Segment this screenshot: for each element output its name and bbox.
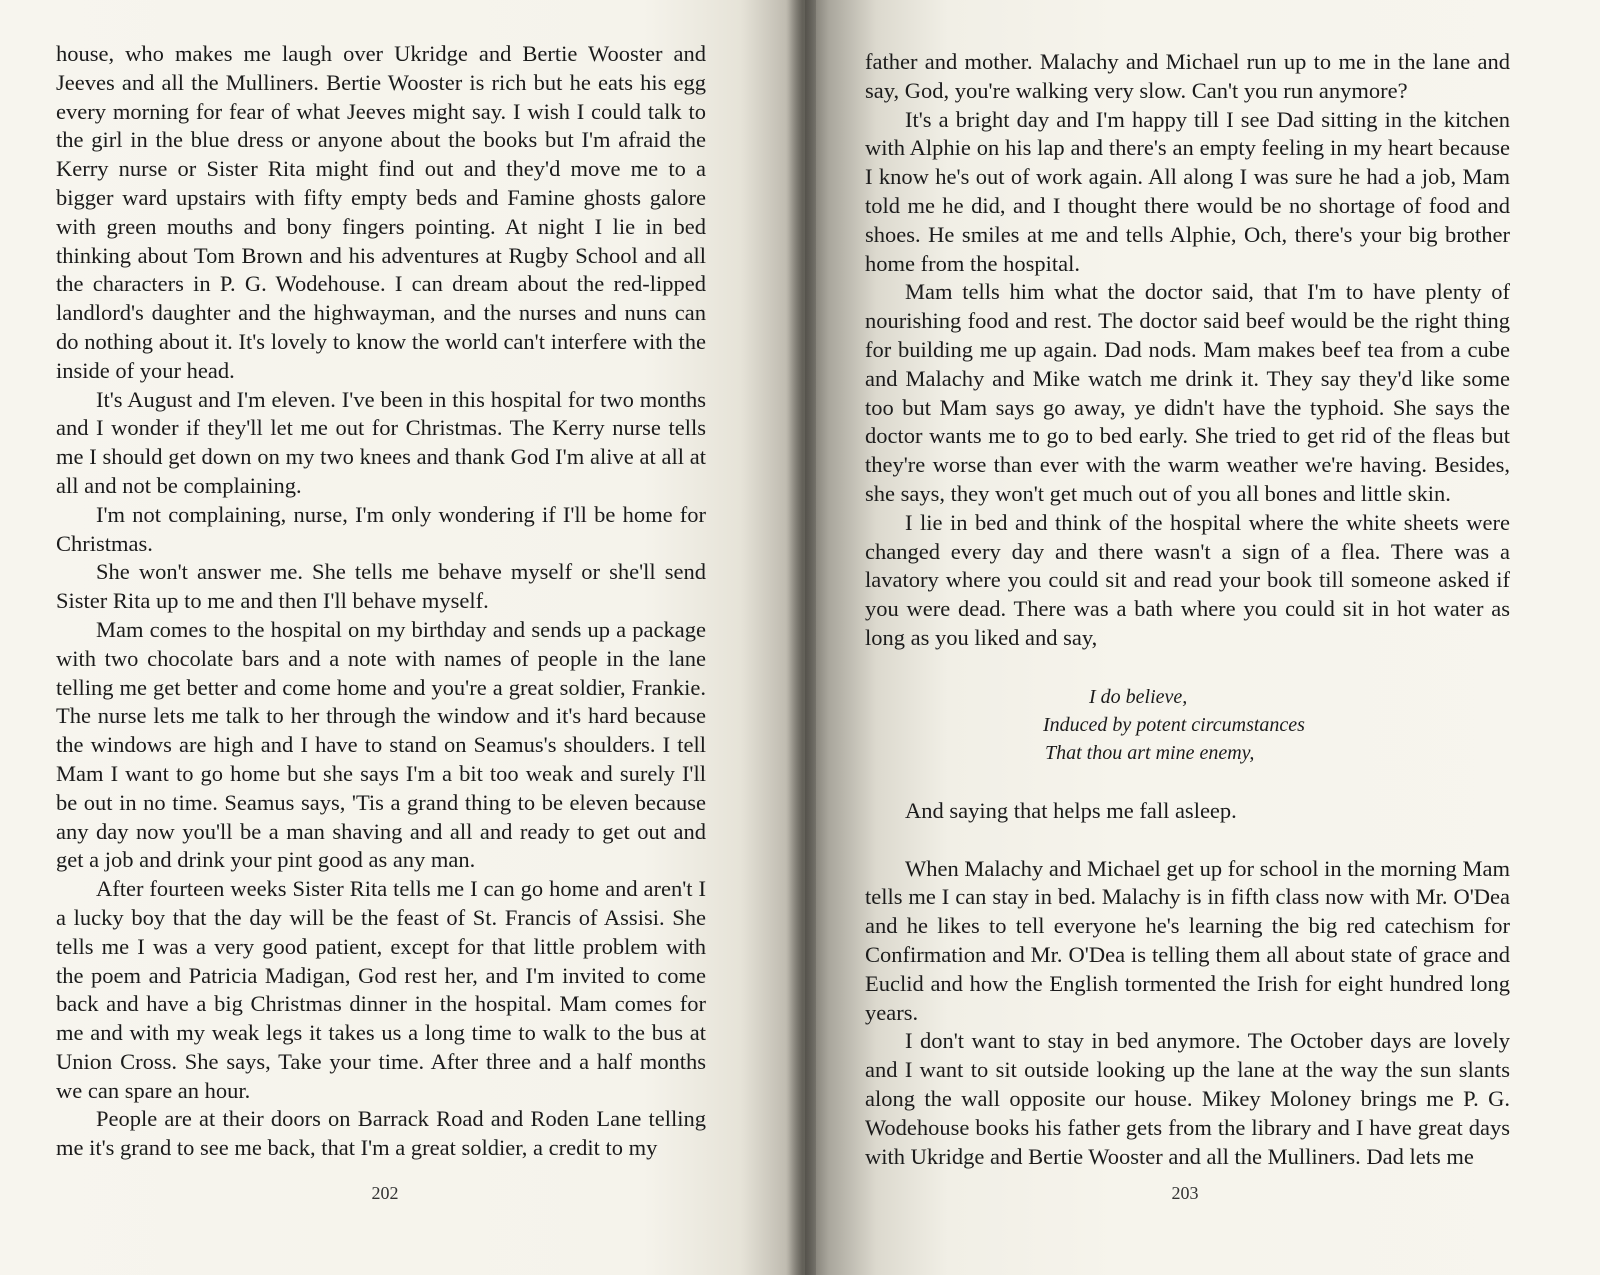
paragraph: Mam comes to the hospital on my birthday and sends up a package with two chocolate bars and a note with names of people in the lane telling me get better and come home and you're a great soldier, Frankie. The nurse lets me talk to her through the window and it's hard because the windows are high and I have to stand on Seamus's shoulders. I tell Mam I want to go home but she says I'm a bit too weak and surely I'll be out in no time. Seamus says, 'Tis a grand thing to be eleven because any day now you'll be a man shaving and all and ready to get out and get a job and drink your pint good as any man. bbox=[56, 616, 706, 873]
verse-line: That thou art mine enemy, bbox=[1045, 741, 1255, 764]
paragraph: house, who makes me laugh over Ukridge and Bertie Wooster and Jeeves and all the Mulliners. Bertie Wooster is rich but he eats his egg every morning for fear of what Jeeves might say. I wish I could talk to the girl in the blue dress or anyone about the books but I'm afraid the Kerry nurse or Sister Rita might find out and they'd move me to a bigger ward upstairs with fifty empty beds and Famine ghosts galore with green mouths and bony fingers pointing. At night I lie in bed thinking about Tom Brown and his adventures at Rugby School and all the characters in P. G. Wodehouse. I can dream about the red-lipped landlord's daughter and the highwayman, and the nurses and nuns can do nothing about it. It's lovely to know the world can't interfere with the inside of your head. bbox=[56, 41, 706, 383]
paragraph: When Malachy and Michael get up for school in the morning Mam tells me I can stay in bed. Malachy is in fifth class now with Mr. O'Dea and he likes to tell everyone he's learning the big red catechism for Confirmation and Mr. O'Dea is telling them all about state of grace and Euclid and how the English tormented the Irish for eight hundred long years. bbox=[865, 855, 1510, 1025]
verse-quote bbox=[865, 683, 1510, 767]
paragraph: Mam tells him what the doctor said, that I'm to have plenty of nourishing food and rest. The doctor said beef would be the right thing for building me up again. Dad nods. Mam makes beef tea from a cube and Malachy and Mike watch me drink it. They say they'd like some too but Mam says go away, ye didn't have the typhoid. She says the doctor wants me to go to bed early. She tried to get rid of the fleas but they're worse than ever with the warm weather we're having. Besides, she says, they won't get much out of you all bones and little skin. bbox=[865, 279, 1510, 506]
paragraph: I lie in bed and think of the hospital where the white sheets were changed every day and there wasn't a sign of a flea. There was a lavatory where you could sit and read your book till someone asked if you were dead. There was a bath where you could sit in hot water as long as you liked and say, bbox=[865, 509, 1510, 650]
page-number-left: 202 bbox=[371, 1183, 399, 1203]
verse-line: I do believe, bbox=[1089, 685, 1188, 708]
paragraph: It's a bright day and I'm happy till I see Dad sitting in the kitchen with Alphie on his lap and there's an empty feeling in my heart because I know he's out of work again. All along I was sure he had a job, Mam told me he did, and I thought there would be no shortage of food and shoes. He smiles at me and tells Alphie, Och, there's your big brother home from the hospital. bbox=[865, 106, 1510, 276]
left-page-text bbox=[56, 40, 706, 1163]
paragraph: People are at their doors on Barrack Road and Roden Lane telling me it's grand to see me back, that I'm a great soldier, a credit to my bbox=[56, 1106, 706, 1161]
paragraph: It's August and I'm eleven. I've been in this hospital for two months and I wonder if they'll let me out for Christmas. The Kerry nurse tells me I should get down on my two knees and thank God I'm alive at all at all and not be complaining. bbox=[56, 386, 706, 498]
paragraph: And saying that helps me fall asleep. bbox=[905, 797, 1237, 823]
paragraph: father and mother. Malachy and Michael run up to me in the lane and say, God, you're walking very slow. Can't you run anymore? bbox=[865, 49, 1510, 103]
right-page bbox=[805, 0, 1600, 1275]
paragraph: I don't want to stay in bed anymore. The October days are lovely and I want to sit outside looking up the lane at the way the sun slants along the wall opposite our house. Mikey Moloney brings me P. G. Wodehouse books his father gets from the library and I have great days with Ukridge and Bertie Wooster and all the Mulliners. Dad lets me bbox=[865, 1028, 1510, 1169]
paragraph: She won't answer me. She tells me behave myself or she'll send Sister Rita up to me and then I'll behave myself. bbox=[56, 559, 706, 614]
book-gutter bbox=[786, 0, 816, 1275]
right-page-text bbox=[865, 48, 1510, 1171]
section-break bbox=[865, 826, 1510, 855]
page-number-right: 203 bbox=[1171, 1183, 1199, 1203]
paragraph: After fourteen weeks Sister Rita tells me I can go home and aren't I a lucky boy that the day will be the feast of St. Francis of Assisi. She tells me I was a very good patient, except for that little problem with the poem and Patricia Madigan, God rest her, and I'm invited to come back and have a big Christmas dinner in the hospital. Mam comes for me and with my weak legs it takes us a long time to walk to the bus at Union Cross. She says, Take your time. After three and a half months we can spare an hour. bbox=[56, 876, 706, 1103]
verse-line: Induced by potent circumstances bbox=[1043, 713, 1305, 736]
paragraph: I'm not complaining, nurse, I'm only wondering if I'll be home for Christmas. bbox=[56, 501, 706, 556]
